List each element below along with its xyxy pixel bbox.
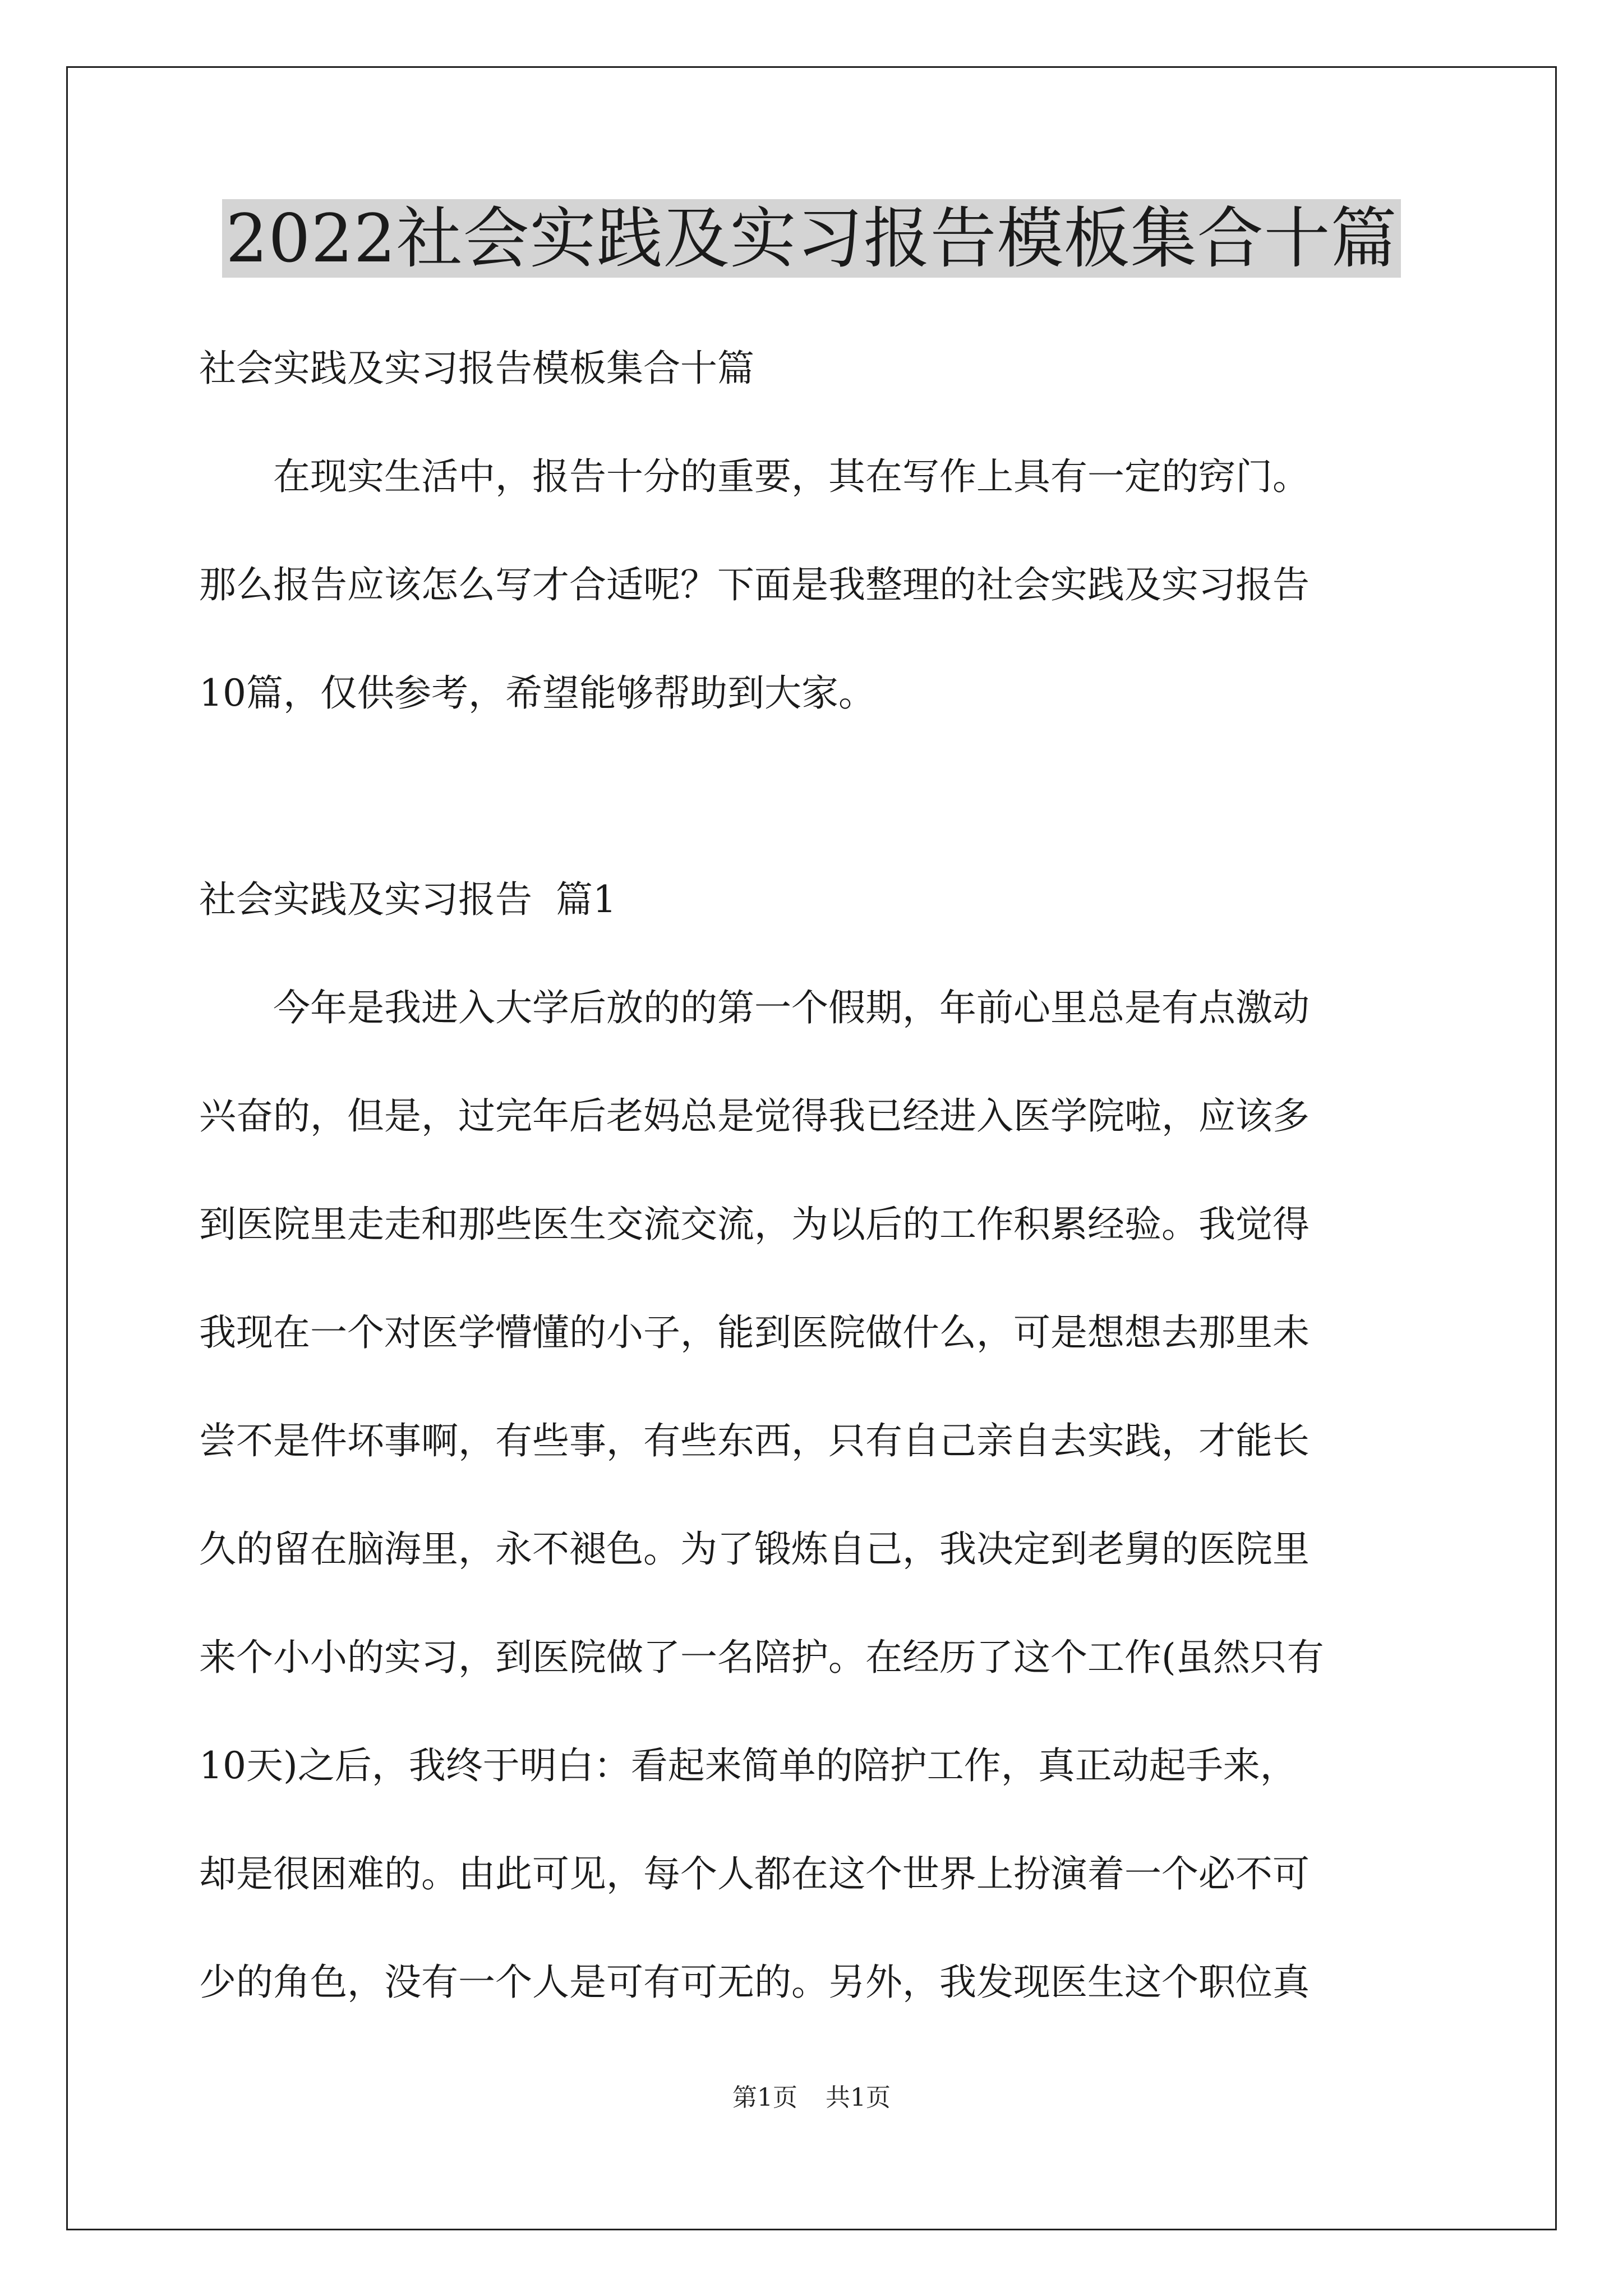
intro-line: 那么报告应该怎么写才合适呢？下面是我整理的社会实践及实习报告 — [199, 563, 1310, 606]
body-line: 少的角色，没有一个人是可有可无的。另外，我发现医生这个职位真 — [199, 1961, 1310, 2004]
body-line: 到医院里走走和那些医生交流交流，为以后的工作积累经验。我觉得 — [199, 1203, 1310, 1246]
page-footer — [0, 2081, 1623, 2115]
body-line: 10天)之后，我终于明白：看起来简单的陪护工作，真正动起手来， — [199, 1744, 1297, 1787]
body-line: 久的留在脑海里，永不褪色。为了锻炼自己，我决定到老舅的医院里 — [199, 1527, 1310, 1571]
document-subtitle: 社会实践及实习报告模板集合十篇 — [199, 347, 754, 390]
title-container — [0, 199, 1623, 278]
document-body — [199, 314, 1433, 2036]
section-gap — [199, 747, 1433, 845]
body-line: 却是很困难的。由此可见，每个人都在这个世界上扮演着一个必不可 — [199, 1852, 1310, 1895]
body-line: 来个小小的实习，到医院做了一名陪护。在经历了这个工作(虽然只有 — [199, 1636, 1324, 1679]
document-title: 2022社会实践及实习报告模板集合十篇 — [222, 199, 1400, 278]
intro-line: 在现实生活中，报告十分的重要，其在写作上具有一定的窍门。 — [273, 455, 1310, 498]
intro-line: 10篇，仅供参考，希望能够帮助到大家。 — [199, 671, 875, 715]
body-line: 我现在一个对医学懵懂的小子，能到医院做什么，可是想想去那里未 — [199, 1311, 1310, 1354]
page-number: 第1页 — [732, 2083, 797, 2112]
body-line: 今年是我进入大学后放的的第一个假期，年前心里总是有点激动 — [273, 986, 1310, 1029]
body-line: 尝不是件坏事啊，有些事，有些东西，只有自己亲自去实践，才能长 — [199, 1419, 1310, 1462]
page-total: 共1页 — [826, 2083, 891, 2112]
body-line: 兴奋的，但是，过完年后老妈总是觉得我已经进入医学院啦，应该多 — [199, 1094, 1310, 1138]
section-heading: 社会实践及实习报告 篇1 — [199, 878, 616, 921]
